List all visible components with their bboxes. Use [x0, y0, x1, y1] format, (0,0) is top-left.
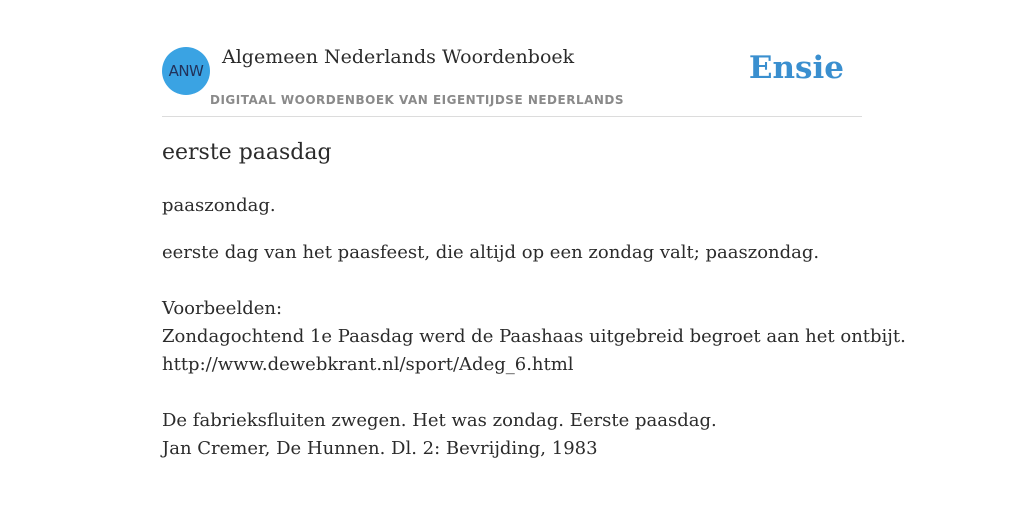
entry-title: eerste paasdag — [162, 140, 332, 165]
site-title[interactable]: Algemeen Nederlands Woordenboek — [222, 46, 575, 68]
examples-label: Voorbeelden: — [162, 298, 283, 319]
example-text: Zondagochtend 1e Paasdag werd de Paashaas uitgebreid begroet aan het ontbijt. — [162, 326, 906, 347]
anw-logo-text: ANW — [168, 62, 204, 80]
anw-logo[interactable] — [162, 47, 210, 95]
short-definition: paaszondag. — [162, 195, 276, 216]
site-header — [162, 0, 862, 117]
example-source: http://www.dewebkrant.nl/sport/Adeg_6.html — [162, 354, 574, 375]
example-text: De fabrieksfluiten zwegen. Het was zondag. Eerste paasdag. — [162, 410, 717, 431]
ensie-brand-logo[interactable]: Ensie — [748, 50, 844, 86]
example-source: Jan Cremer, De Hunnen. Dl. 2: Bevrijding, 1983 — [162, 438, 598, 459]
site-subtitle: DIGITAAL WOORDENBOEK VAN EIGENTIJDSE NEDERLANDS — [210, 93, 625, 107]
definition: eerste dag van het paasfeest, die altijd op een zondag valt; paaszondag. — [162, 242, 820, 263]
